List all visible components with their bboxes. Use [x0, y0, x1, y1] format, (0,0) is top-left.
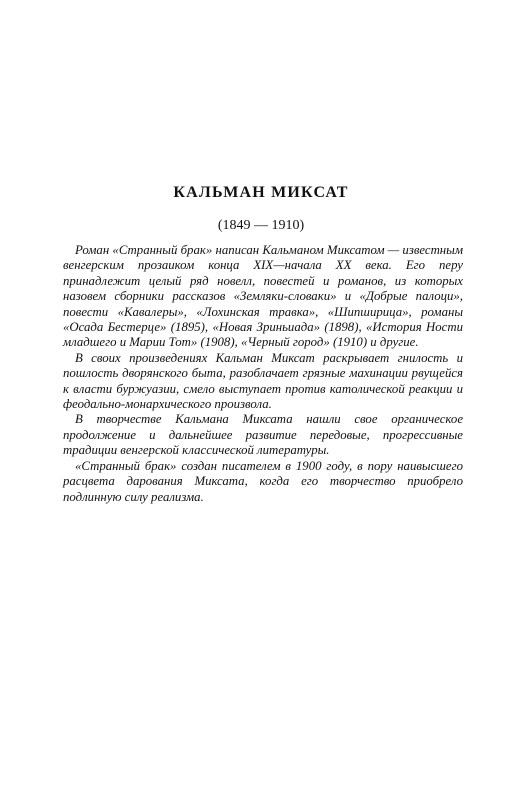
- introduction-text: [63, 243, 463, 505]
- paragraph: В творчестве Кальмана Миксата нашли свое органическое продолжение и дальнейшее развитие передовые, прогрессивные традиции венгерской классической литературы.: [63, 412, 463, 458]
- paragraph: «Странный брак» создан писателем в 1900 году, в пору наивысшего расцвета дарования Миксата, когда его творчество приобрело подлинную силу реализма.: [63, 458, 463, 504]
- paragraph: Роман «Странный брак» написан Кальманом Миксатом — известным венгерским прозаиком конца XIX—начала XX века. Его перу принадлежит целый ряд новелл, повестей и романов, из которых назовем сборники рассказов «Земляки-словаки» и «Добрые палоци», повести «Кавалеры», «Лохинская травка», «Шипширица», романы «Осада Бестерце» (1895), «Новая Зриньиада» (1898), «История Ности младшего и Марии Тот» (1908), «Черный город» (1910) и другие.: [63, 243, 463, 350]
- paragraph: В своих произведениях Кальман Миксат раскрывает гнилость и пошлость дворянского быта, разоблачает грязные махинации рвущейся к власти буржуазии, смело выступает против католической реакции и феодально-монархического произвола.: [63, 350, 463, 412]
- author-life-dates: (1849 — 1910): [217, 218, 305, 233]
- page-title: КАЛЬМАН МИКСАТ: [173, 184, 349, 201]
